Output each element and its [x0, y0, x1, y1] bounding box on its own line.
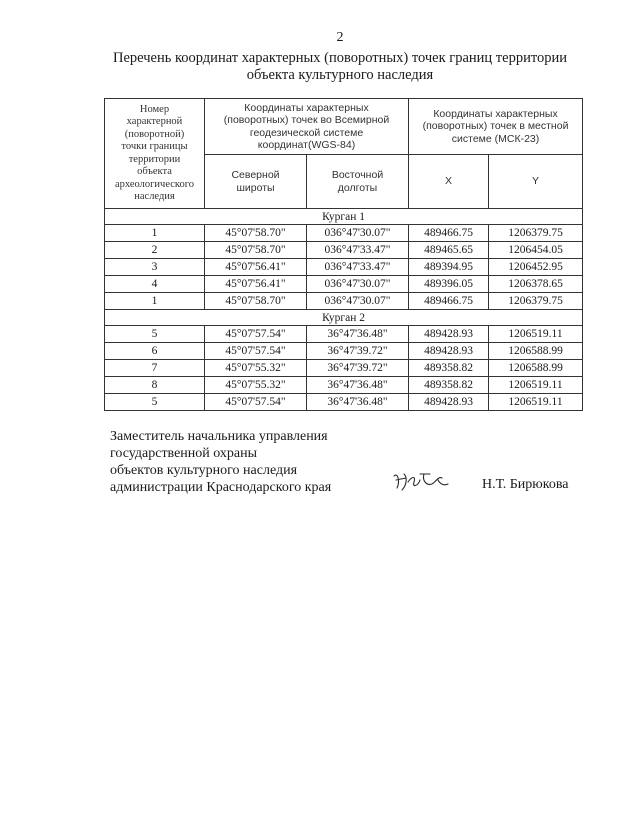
header-longitude: Восточной долготы — [307, 155, 409, 209]
table-row — [105, 377, 583, 394]
page-number: 2 — [336, 30, 344, 45]
cell-longitude: 36°47'36.48" — [307, 394, 409, 411]
title-line-1: Перечень координат характерных (поворотных) точек границ территории — [112, 50, 568, 66]
cell-x: 489465.65 — [409, 242, 489, 259]
cell-point-number: 3 — [105, 259, 205, 276]
cell-x: 489358.82 — [409, 377, 489, 394]
table-row — [105, 225, 583, 242]
cell-longitude: 036°47'30.07" — [307, 293, 409, 310]
cell-longitude: 036°47'33.47" — [307, 242, 409, 259]
cell-y: 1206379.75 — [489, 293, 583, 310]
cell-point-number: 5 — [105, 326, 205, 343]
table-row — [105, 394, 583, 411]
cell-x: 489466.75 — [409, 293, 489, 310]
cell-longitude: 036°47'30.07" — [307, 276, 409, 293]
header-wgs84: Координаты характерных (поворотных) точек во Всемирной геодезической системе координат(WGS-84) — [205, 99, 409, 155]
cell-y: 1206454.05 — [489, 242, 583, 259]
cell-y: 1206519.11 — [489, 377, 583, 394]
header-msk23: Координаты характерных (поворотных) точек в местной системе (МСК-23) — [409, 99, 583, 155]
cell-x: 489428.93 — [409, 326, 489, 343]
table-row — [105, 343, 583, 360]
header-point-number: Номер характерной (поворотной) точки границы территории объекта археологического наследия — [105, 99, 205, 209]
header-x: X — [409, 155, 489, 209]
cell-latitude: 45°07'56.41" — [205, 259, 307, 276]
cell-latitude: 45°07'55.32" — [205, 377, 307, 394]
title-line-2: объекта культурного наследия — [246, 67, 434, 83]
cell-x: 489428.93 — [409, 343, 489, 360]
cell-x: 489466.75 — [409, 225, 489, 242]
cell-latitude: 45°07'58.70" — [205, 225, 307, 242]
cell-latitude: 45°07'56.41" — [205, 276, 307, 293]
table-row — [105, 293, 583, 310]
signer-position — [110, 428, 331, 496]
cell-y: 1206588.99 — [489, 343, 583, 360]
cell-latitude: 45°07'55.32" — [205, 360, 307, 377]
cell-longitude: 036°47'33.47" — [307, 259, 409, 276]
cell-latitude: 45°07'57.54" — [205, 343, 307, 360]
cell-point-number: 5 — [105, 394, 205, 411]
signer-name: Н.Т. Бирюкова — [482, 477, 569, 492]
cell-x: 489396.05 — [409, 276, 489, 293]
cell-point-number: 6 — [105, 343, 205, 360]
cell-point-number: 7 — [105, 360, 205, 377]
cell-point-number: 8 — [105, 377, 205, 394]
table-row — [105, 242, 583, 259]
group-header: Курган 2 — [105, 310, 583, 326]
cell-y: 1206519.11 — [489, 394, 583, 411]
cell-longitude: 036°47'30.07" — [307, 225, 409, 242]
table-row — [105, 326, 583, 343]
group-header: Курган 1 — [105, 209, 583, 225]
cell-y: 1206378.65 — [489, 276, 583, 293]
signer-position-line: Заместитель начальника управления — [110, 429, 328, 444]
table-row — [105, 276, 583, 293]
cell-y: 1206452.95 — [489, 259, 583, 276]
cell-y: 1206588.99 — [489, 360, 583, 377]
cell-y: 1206519.11 — [489, 326, 583, 343]
cell-latitude: 45°07'57.54" — [205, 394, 307, 411]
cell-point-number: 4 — [105, 276, 205, 293]
cell-latitude: 45°07'58.70" — [205, 293, 307, 310]
coordinates-table — [104, 98, 583, 411]
cell-longitude: 36°47'39.72" — [307, 360, 409, 377]
document-title — [80, 50, 600, 84]
cell-longitude: 36°47'36.48" — [307, 326, 409, 343]
signer-position-line: объектов культурного наследия — [110, 463, 298, 478]
header-y: Y — [489, 155, 583, 209]
handwritten-signature — [390, 468, 450, 494]
table-row — [105, 360, 583, 377]
cell-latitude: 45°07'58.70" — [205, 242, 307, 259]
cell-x: 489358.82 — [409, 360, 489, 377]
signer-position-line: государственной охраны — [110, 446, 258, 461]
cell-point-number: 1 — [105, 225, 205, 242]
cell-latitude: 45°07'57.54" — [205, 326, 307, 343]
cell-x: 489428.93 — [409, 394, 489, 411]
cell-point-number: 2 — [105, 242, 205, 259]
cell-x: 489394.95 — [409, 259, 489, 276]
signer-position-line: администрации Краснодарского края — [110, 480, 332, 495]
table-row — [105, 259, 583, 276]
cell-longitude: 36°47'36.48" — [307, 377, 409, 394]
header-latitude: Северной широты — [205, 155, 307, 209]
cell-point-number: 1 — [105, 293, 205, 310]
cell-longitude: 36°47'39.72" — [307, 343, 409, 360]
cell-y: 1206379.75 — [489, 225, 583, 242]
